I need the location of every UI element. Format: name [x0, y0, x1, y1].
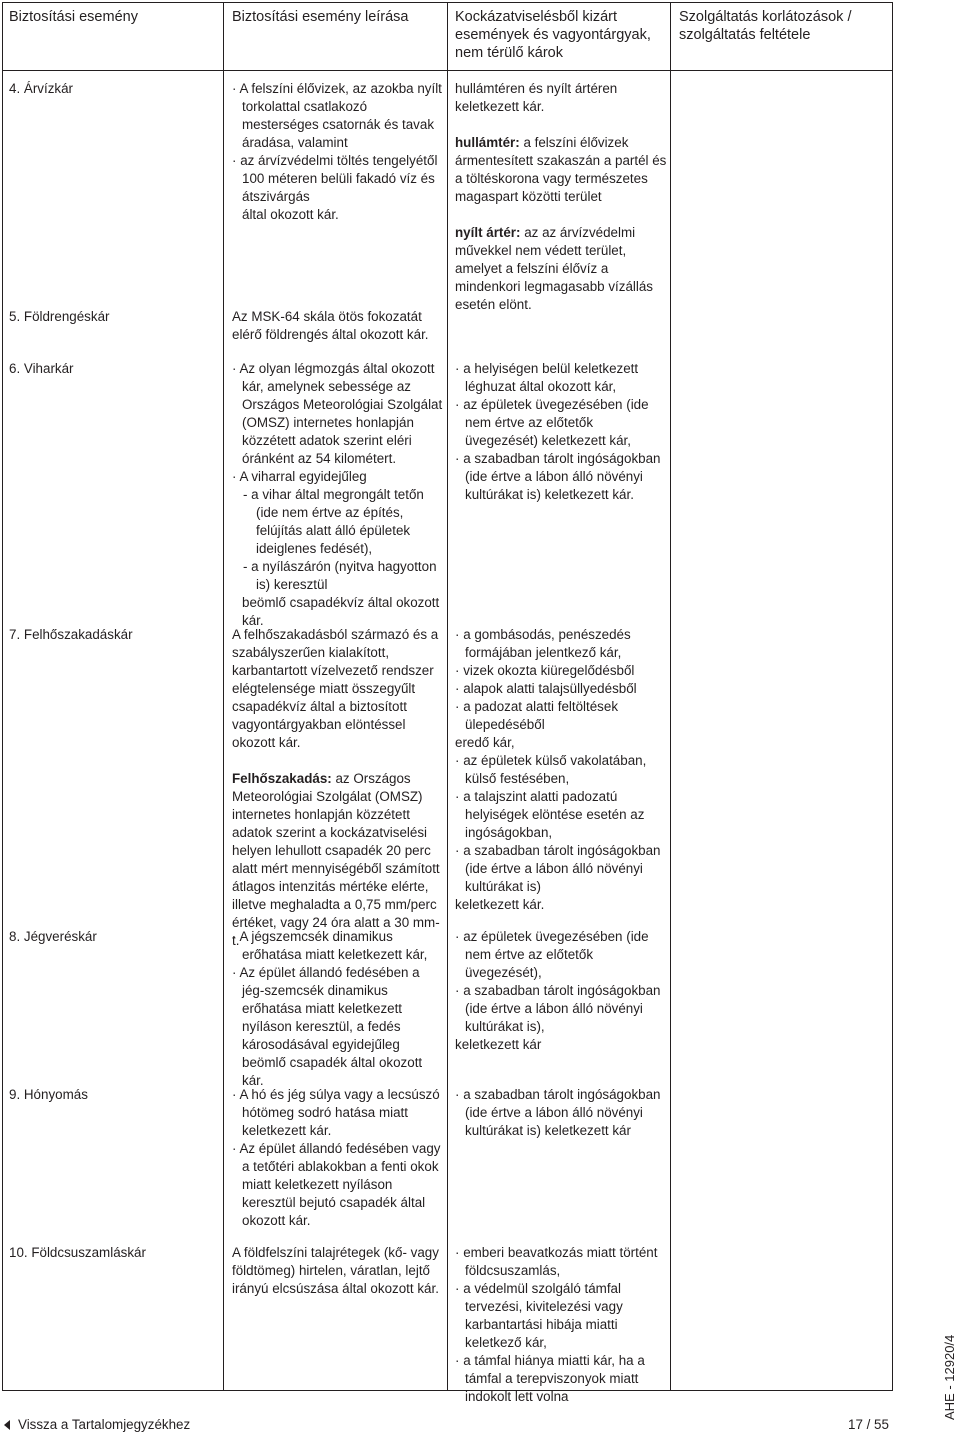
column-divider — [670, 2, 671, 1391]
back-to-toc-link[interactable] — [4, 1416, 190, 1434]
text: által okozott kár. — [242, 207, 339, 222]
term: hullámtér: — [455, 135, 520, 150]
list-item: · az épületek üvegezésében (ide nem értve az előtetők üvegezését) keletkezett kár, — [455, 396, 669, 450]
term: nyílt ártér: — [455, 225, 521, 240]
list-item: · A viharral egyidejűleg — [232, 468, 444, 486]
header-conditions: Szolgáltatás korlátozások / szolgáltatás feltétele — [679, 9, 852, 43]
back-link-label: Vissza a Tartalomjegyzékhez — [18, 1417, 191, 1432]
list-item: · a szabadban tárolt ingóságokban (ide értve a lábon álló növényi kultúrákat is) keletkezett kár — [455, 1086, 669, 1140]
header-exclusions: Kockázatviselésből kizárt események és vagyontárgyak, nem térülő károk — [455, 9, 651, 61]
list-item: · alapok alatti talajsüllyedésből — [455, 680, 669, 698]
list-item: · a padozat alatti feltöltések ülepedéséből — [455, 698, 669, 734]
definition-text: az Országos Meteorológiai Szolgálat (OMSZ) internetes honlapján közzétett adatok szerint a kockázatviselési helyen lehullott csapadék 20 perc alatt mért mennyiségéből számított átlagos intenzitás mértéke elérte, illetve meghaladta a 0,75 mm/perc értéket, vagy 24 óra alatt a 30 mm-t. — [232, 771, 440, 948]
desc-hail — [232, 928, 444, 1090]
event-earthquake: 5. Földrengéskár — [9, 309, 110, 324]
event-cloudburst: 7. Felhőszakadáskár — [9, 627, 133, 642]
arrow-left-icon — [4, 1420, 10, 1430]
desc-storm — [232, 360, 444, 630]
list-item: · a helyiségen belül keletkezett léghuzat által okozott kár, — [455, 360, 669, 396]
text: A felhőszakadásból származó és a szabályszerűen kialakított, karbantartott vízelvezető rendszer elégtelensége miatt összegyűlt csapadékvíz által a biztosított vagyontárgyakban elöntéssel okozott kár. — [232, 627, 439, 750]
event-flood: 4. Árvízkár — [9, 81, 73, 96]
list-item: · az árvízvédelmi töltés tengelyétől 100 méteren belüli fakadó víz és átszivárgás — [232, 152, 444, 206]
list-item: · az épületek külső vakolatában, külső festésében, — [455, 752, 669, 788]
list-item: · emberi beavatkozás miatt történt földcsuszamlás, — [455, 1244, 669, 1280]
list-item: · az épületek üvegezésében (ide nem értve az előtetők üvegezését), — [455, 928, 669, 982]
event-storm: 6. Viharkár — [9, 361, 74, 376]
desc-landslide: A földfelszíni talajrétegek (kő- vagy földtömeg) hirtelen, váratlan, lejtő irányú elcsúszása által okozott kár. — [232, 1245, 439, 1296]
excl-storm — [455, 360, 669, 504]
definition-text: az az árvízvédelmi művekkel nem védett terület, amelyet a felszíni élővíz a mindenkori legmagasabb vízállás esetén elönt. — [455, 225, 653, 312]
dash-item: - a nyílászárón (nyitva hagyotton is) keresztül — [243, 559, 437, 592]
text: beömlő csapadékvíz által okozott kár. — [242, 595, 440, 628]
list-item: · A felszíni élővizek, az azokba nyílt torkolattal csatlakozó mesterséges csatornák és tavak áradása, valamint — [232, 80, 444, 152]
definition-text: a felszíni élővizek ármentesített szakaszán a partél és a töltéskorona vagy természetes magaspart közötti terület — [455, 135, 667, 204]
column-divider — [447, 2, 448, 1391]
header-divider — [2, 70, 893, 71]
excl-landslide — [455, 1244, 669, 1406]
event-snow-load: 9. Hónyomás — [9, 1087, 88, 1102]
list-item: · Az épület állandó fedésében vagy a tetőtéri ablakokban a fenti okok miatt keletkezett nyíláson keresztül bejutó csapadék által okozott kár. — [232, 1140, 444, 1230]
event-landslide: 10. Földcsuszamláskár — [9, 1245, 146, 1260]
header-description: Biztosítási esemény leírása — [232, 9, 409, 25]
text: keletkezett kár — [455, 1037, 542, 1052]
text: eredő kár, — [455, 735, 515, 750]
text: hullámtéren és nyílt ártéren keletkezett kár. — [455, 81, 618, 114]
column-divider — [223, 2, 224, 1391]
excl-hail — [455, 928, 669, 1054]
list-item: · a szabadban tárolt ingóságokban (ide értve a lábon álló növényi kultúrákat is), — [455, 982, 669, 1036]
dash-item: - a vihar által megrongált tetőn (ide nem értve az építés, felújítás alatt álló épületek ideiglenes fedését), — [243, 487, 424, 556]
list-item: · a védelmül szolgáló támfal tervezési, kivitelezési vagy karbantartási hibája miatti keletkező kár, — [455, 1280, 669, 1352]
term: Felhőszakadás: — [232, 771, 332, 786]
desc-cloudburst — [232, 626, 444, 950]
list-item: · Az épület állandó fedésében a jég-szemcsék dinamikus erőhatása miatt keletkezett nyíláson keresztül, a fedés károsodásával egyidejűleg beömlő csapadék által okozott kár. — [232, 964, 444, 1090]
desc-earthquake: Az MSK-64 skála ötös fokozatát elérő földrengés által okozott kár. — [232, 309, 429, 342]
desc-snow-load — [232, 1086, 444, 1230]
list-item: · a támfal hiánya miatti kár, ha a támfal a terepviszonyok miatt indokolt lett volna — [455, 1352, 669, 1406]
desc-flood — [232, 80, 444, 224]
excl-cloudburst — [455, 626, 669, 914]
event-hail: 8. Jégveréskár — [9, 929, 97, 944]
text: keletkezett kár. — [455, 897, 545, 912]
definition — [455, 134, 669, 206]
list-item: · Az olyan légmozgás által okozott kár, amelynek sebessége az Országos Meteorológiai Szolgálat (OMSZ) internetes honlapján közzétett adatok szerint eléri óránként az 54 kilométert. — [232, 360, 444, 468]
header-event: Biztosítási esemény — [9, 9, 138, 25]
excl-flood — [455, 80, 669, 314]
list-item: · a gombásodás, penészedés formájában jelentkező kár, — [455, 626, 669, 662]
list-item: · A hó és jég súlya vagy a lecsúszó hótömeg sodró hatása miatt keletkezett kár. — [232, 1086, 444, 1140]
definition — [455, 224, 669, 314]
page-number: 17 / 55 — [848, 1417, 889, 1432]
list-item: · a talajszint alatti padozatú helyiségek elöntése esetén az ingóságokban, — [455, 788, 669, 842]
doc-code: AHE - 12920/4 — [942, 1334, 957, 1420]
list-item: · vizek okozta kiüregelődésből — [455, 662, 669, 680]
definition — [232, 770, 444, 950]
list-item: · a szabadban tárolt ingóságokban (ide értve a lábon álló növényi kultúrákat is) — [455, 842, 669, 896]
excl-snow-load — [455, 1086, 669, 1140]
list-item: · a szabadban tárolt ingóságokban (ide értve a lábon álló növényi kultúrákat is) keletkezett kár. — [455, 450, 669, 504]
list-item: · A jégszemcsék dinamikus erőhatása miatt keletkezett kár, — [232, 928, 444, 964]
